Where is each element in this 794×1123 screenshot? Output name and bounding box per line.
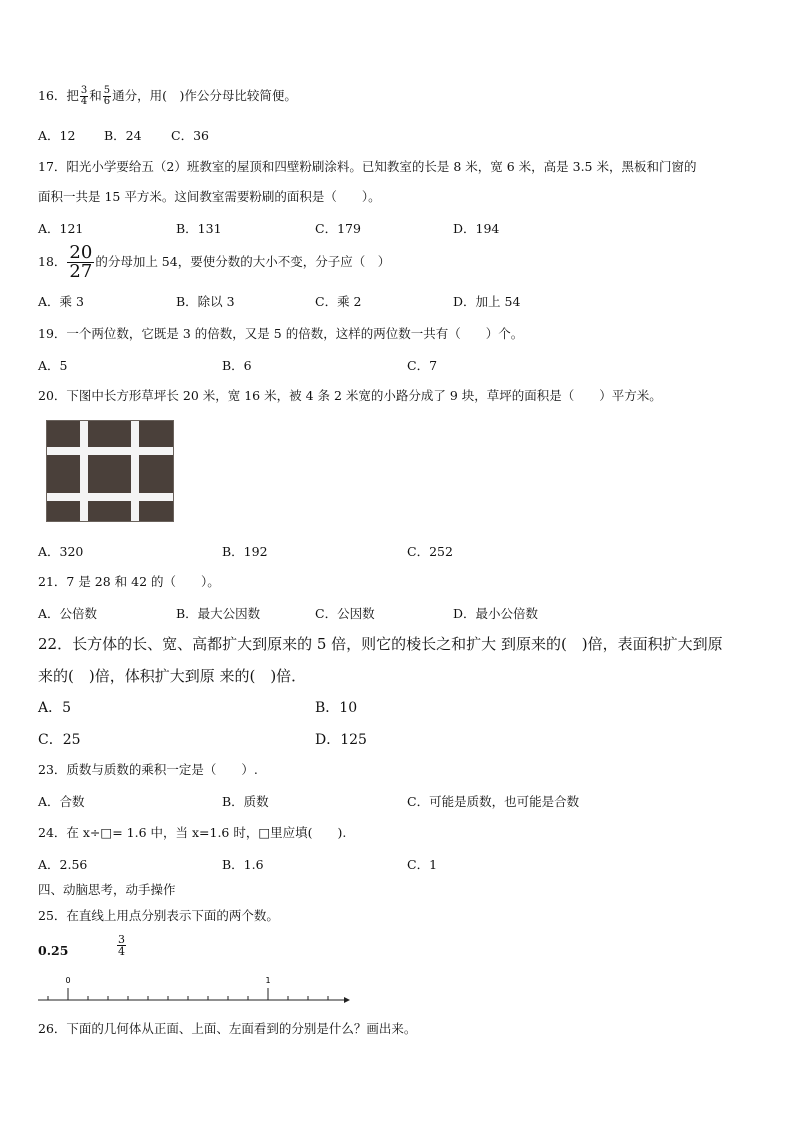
- q21-option-a[interactable]: A．公倍数: [38, 606, 98, 621]
- q20-option-b[interactable]: B．192: [222, 544, 268, 559]
- q21-option-b[interactable]: B．最大公因数: [176, 606, 261, 621]
- tick-label-1: 1: [265, 976, 271, 985]
- q25-fraction-3-4: $\frac{3}{4}$: [118, 933, 125, 958]
- q24-option-a[interactable]: A．2.56: [38, 857, 88, 872]
- q18-stem: 18． $\frac{20}{27}$ 的分母加上 54，要使分数的大小不变，分子应（ ）: [38, 242, 391, 282]
- path-horizontal-2: [46, 493, 174, 501]
- q22-stem-line2: 来的( )倍，体积扩大到原 来的( )倍．: [38, 667, 307, 685]
- q22-stem-line1: 22．长方体的长、宽、高都扩大到原来的 5 倍，则它的棱长之和扩大 到原来的( )倍，表面积扩大到原: [38, 635, 723, 653]
- q16-stem: 16．把 $\frac{3}{4}$ 和 $\frac{5}{6}$ 通分，用( )作公分母比较简便。: [38, 85, 297, 107]
- q26-stem: 26．下面的几何体从正面、上面、左面看到的分别是什么？画出来。: [38, 1021, 417, 1036]
- q23-option-c[interactable]: C．可能是质数，也可能是合数: [407, 794, 580, 809]
- tick-label-0: 0: [65, 976, 71, 985]
- q24-option-c[interactable]: C．1: [407, 857, 438, 872]
- q22-option-b[interactable]: B．10: [315, 700, 358, 716]
- q19-option-c[interactable]: C．7: [407, 358, 438, 373]
- q17-option-a[interactable]: A．121: [38, 221, 84, 236]
- number-line-ticks: [48, 988, 328, 1000]
- path-vertical-2: [131, 420, 139, 522]
- q19-option-a[interactable]: A．5: [38, 358, 68, 373]
- q20-option-c[interactable]: C．252: [407, 544, 453, 559]
- q22-option-d[interactable]: D．125: [315, 732, 367, 748]
- fraction-20-27: $\frac{20}{27}$: [69, 242, 93, 282]
- q21-stem: 21．7 是 28 和 42 的（ ）。: [38, 574, 220, 589]
- q17-stem-line2: 面积一共是 15 平方米。这间教室需要粉刷的面积是（ ）。: [38, 189, 381, 204]
- q23-stem: 23．质数与质数的乘积一定是（ ）.: [38, 762, 258, 777]
- arrow-right-icon: [344, 997, 350, 1003]
- q18-option-d[interactable]: D．加上 54: [453, 294, 521, 309]
- q19-stem: 19．一个两位数，它既是 3 的倍数，又是 5 的倍数，这样的两位数一共有（ ）个。: [38, 326, 524, 341]
- q21-option-d[interactable]: D．最小公倍数: [453, 606, 539, 621]
- q18-option-b[interactable]: B．除以 3: [176, 294, 235, 309]
- q17-option-c[interactable]: C．179: [315, 221, 361, 236]
- q17-option-d[interactable]: D．194: [453, 221, 500, 236]
- fraction-3-4: $\frac{3}{4}$: [80, 85, 88, 107]
- q25-number-decimal: 0.25: [38, 943, 69, 958]
- q24-stem: 24．在 x÷□= 1.6 中，当 x=1.6 时，□里应填( ).: [38, 825, 347, 840]
- q18-option-c[interactable]: C．乘 2: [315, 294, 362, 309]
- path-horizontal-1: [46, 447, 174, 455]
- q16-option-c[interactable]: C．36: [171, 128, 209, 143]
- path-vertical-1: [80, 420, 88, 522]
- fraction-5-6: $\frac{5}{6}$: [103, 85, 111, 107]
- q20-stem: 20．下图中长方形草坪长 20 米，宽 16 米，被 4 条 2 米宽的小路分成了 9 块，草坪的面积是（ ）平方米。: [38, 388, 662, 403]
- q22-option-c[interactable]: C．25: [38, 732, 81, 748]
- q21-option-c[interactable]: C．公因数: [315, 606, 375, 621]
- q19-option-b[interactable]: B．6: [222, 358, 252, 373]
- lawn-figure: [46, 420, 174, 522]
- q17-option-b[interactable]: B．131: [176, 221, 222, 236]
- q22-option-a[interactable]: A．5: [38, 700, 72, 716]
- q17-stem-line1: 17．阳光小学要给五（2）班教室的屋顶和四壁粉刷涂料。已知教室的长是 8 米，宽 6 米，高是 3.5 米，黑板和门窗的: [38, 159, 697, 174]
- q24-option-b[interactable]: B．1.6: [222, 857, 264, 872]
- q25-stem: 25．在直线上用点分别表示下面的两个数。: [38, 908, 279, 923]
- q23-option-a[interactable]: A．合数: [38, 794, 85, 809]
- q16-option-b[interactable]: B．24: [104, 128, 142, 143]
- q20-option-a[interactable]: A．320: [38, 544, 84, 559]
- q23-option-b[interactable]: B．质数: [222, 794, 269, 809]
- q16-option-a[interactable]: A．12: [38, 128, 76, 143]
- q18-option-a[interactable]: A．乘 3: [38, 294, 84, 309]
- lawn-rectangle: [46, 420, 174, 522]
- section-heading: 四、动脑思考，动手操作: [38, 882, 176, 897]
- number-line[interactable]: [36, 972, 352, 1008]
